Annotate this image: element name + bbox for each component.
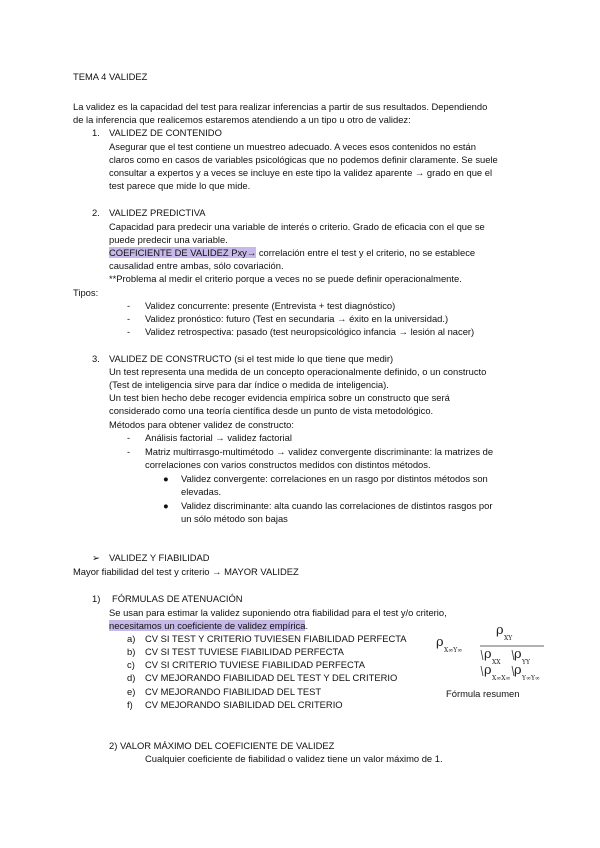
- list-item: Matriz multirrasgo-multimétodo → validez convergente discriminante: la matrizes de: [145, 446, 494, 457]
- sub-item: Validez convergente: correlaciones en un rasgo por distintos métodos son: [181, 473, 488, 484]
- item-letter: b): [127, 646, 136, 657]
- formula-term: ρ: [514, 647, 522, 662]
- formula-term-sub: Y∞Y∞: [522, 675, 540, 682]
- intro-line: de la inferencia que realicemos estaremos atendiendo a un tipo u otro de validez:: [73, 114, 411, 125]
- item-letter: d): [127, 672, 136, 683]
- text-line: Cualquier coeficiente de fiabilidad o validez tiene un valor máximo de 1.: [145, 753, 443, 764]
- formula-term: ρ: [484, 647, 492, 662]
- formula-numerator: ρ: [496, 623, 504, 638]
- formula-item: CV SI TEST Y CRITERIO TUVIESEN FIABILIDAD PERFECTA: [145, 633, 407, 644]
- text-line: Un test representa una medida de un concepto operacionalmente definido, o un constructo: [109, 366, 487, 377]
- text-line: Un test bien hecho debe recoger evidencia empírica sobre un constructo que será: [109, 392, 450, 403]
- list-item: Validez retrospectiva: pasado (test neuropsicológico infancia → lesión al nacer): [145, 326, 475, 337]
- formula-item: CV SI TEST TUVIESE FIABILIDAD PERFECTA: [145, 646, 344, 657]
- formula-term-sub: YY: [522, 659, 530, 666]
- formula-term: ρ: [514, 663, 522, 678]
- arrow-bullet: ➢: [92, 552, 100, 563]
- page-title: TEMA 4 VALIDEZ: [73, 71, 148, 82]
- sub-item: elevadas.: [181, 486, 222, 497]
- sub-item: un sólo método son bajas: [181, 513, 288, 524]
- section-heading: 2) VALOR MÁXIMO DEL COEFICIENTE DE VALIDEZ: [109, 740, 335, 751]
- formula-term: ρ: [484, 663, 492, 678]
- intro-line: La validez es la capacidad del test para realizar inferencias a partir de sus resultados. Dependiendo: [73, 101, 488, 112]
- section-heading: FÓRMULAS DE ATENUACIÓN: [112, 593, 243, 604]
- list-number: 3.: [92, 353, 100, 364]
- section-heading: VALIDEZ DE CONSTRUCTO (si el test mide lo que tiene que medir): [109, 353, 394, 364]
- formula-term-sub: XX: [492, 659, 501, 666]
- dot-bullet: ●: [163, 500, 169, 511]
- sub-item: Validez discriminante: alta cuando las correlaciones de distintos rasgos por: [181, 500, 493, 511]
- text-line: (Test de inteligencia sirve para dar índice o medida de inteligencia).: [109, 379, 389, 390]
- formula-lhs-sub: X∞Y∞: [444, 647, 463, 654]
- section-heading: VALIDEZ PREDICTIVA: [109, 207, 206, 218]
- formula-numerator-sub: XY: [504, 635, 513, 642]
- item-letter: f): [127, 699, 133, 710]
- formula-item: CV MEJORANDO FIABILIDAD DEL TEST: [145, 686, 322, 697]
- highlight-line: [109, 619, 308, 632]
- item-letter: c): [127, 659, 135, 670]
- text-line: consultar a expertos y a veces se incluye en este tipo la validez aparente → grado en que el: [109, 167, 493, 178]
- coefficient-line: [109, 246, 475, 259]
- dash-bullet: -: [127, 446, 131, 457]
- text-line: claros como en casos de variables psicológicas que no podemos definir claramente. Se suele: [109, 154, 498, 165]
- section-heading: VALIDEZ Y FIABILIDAD: [109, 552, 210, 563]
- dash-bullet: -: [127, 313, 131, 324]
- highlighted-text: COEFICIENTE DE VALIDEZ Pxy→: [109, 247, 257, 258]
- item-letter: a): [127, 633, 136, 644]
- highlighted-text: necesitamos un coeficiente de validez empírica: [109, 620, 306, 631]
- formula-strokes: [478, 636, 548, 684]
- text-line: Se usan para estimar la validez suponiendo otra fiabilidad para el test y/o criterio,: [109, 607, 447, 618]
- text-line: puede predecir una variable.: [109, 234, 228, 245]
- list-item: correlaciones con varios constructos medidos con distintos métodos.: [145, 459, 431, 470]
- dot-bullet: ●: [163, 473, 169, 484]
- formula-item: CV SI CRITERIO TUVIESE FIABILIDAD PERFECTA: [145, 659, 366, 670]
- dash-bullet: -: [127, 300, 131, 311]
- text-span: .: [305, 620, 309, 631]
- list-item: Análisis factorial → validez factorial: [145, 432, 292, 443]
- formula-term-sub: X∞X∞: [492, 675, 511, 682]
- text-line: Asegurar que el test contiene un muestreo adecuado. A veces esos contenidos no están: [109, 141, 476, 152]
- text-line: causalidad entre ambas, sólo covariación.: [109, 260, 284, 271]
- section-heading: VALIDEZ DE CONTENIDO: [109, 127, 222, 138]
- formula-lhs: ρ: [436, 635, 444, 650]
- text-span: correlación entre el test y el criterio, no se establece: [256, 247, 476, 258]
- list-number: 1): [92, 593, 101, 604]
- text-line: Métodos para obtener validez de constructo:: [109, 419, 295, 430]
- list-item: Validez pronóstico: futuro (Test en secundaria → éxito en la universidad.): [145, 313, 449, 324]
- tipos-label: Tipos:: [73, 287, 99, 298]
- text-line: Capacidad para predecir una variable de interés o criterio. Grado de eficacia con el que se: [109, 221, 485, 232]
- list-number: 2.: [92, 207, 100, 218]
- note-line: **Problema al medir el criterio porque a veces no se puede definir operacionalmente.: [109, 273, 462, 284]
- list-number: 1.: [92, 127, 100, 138]
- dash-bullet: -: [127, 432, 131, 443]
- text-line: considerado como una teoría científica desde un punto de vista metodológico.: [109, 405, 434, 416]
- item-letter: e): [127, 686, 136, 697]
- dash-bullet: -: [127, 326, 131, 337]
- formula-item: CV MEJORANDO FIABILIDAD DEL TEST Y DEL CRITERIO: [145, 672, 398, 683]
- text-line: test parece que mide lo que mide.: [109, 180, 251, 191]
- text-line: Mayor fiabilidad del test y criterio → MAYOR VALIDEZ: [73, 566, 299, 577]
- list-item: Validez concurrente: presente (Entrevista + test diagnóstico): [145, 300, 396, 311]
- formula-label: Fórmula resumen: [446, 688, 520, 699]
- formula-item: CV MEJORANDO SIABILIDAD DEL CRITERIO: [145, 699, 343, 710]
